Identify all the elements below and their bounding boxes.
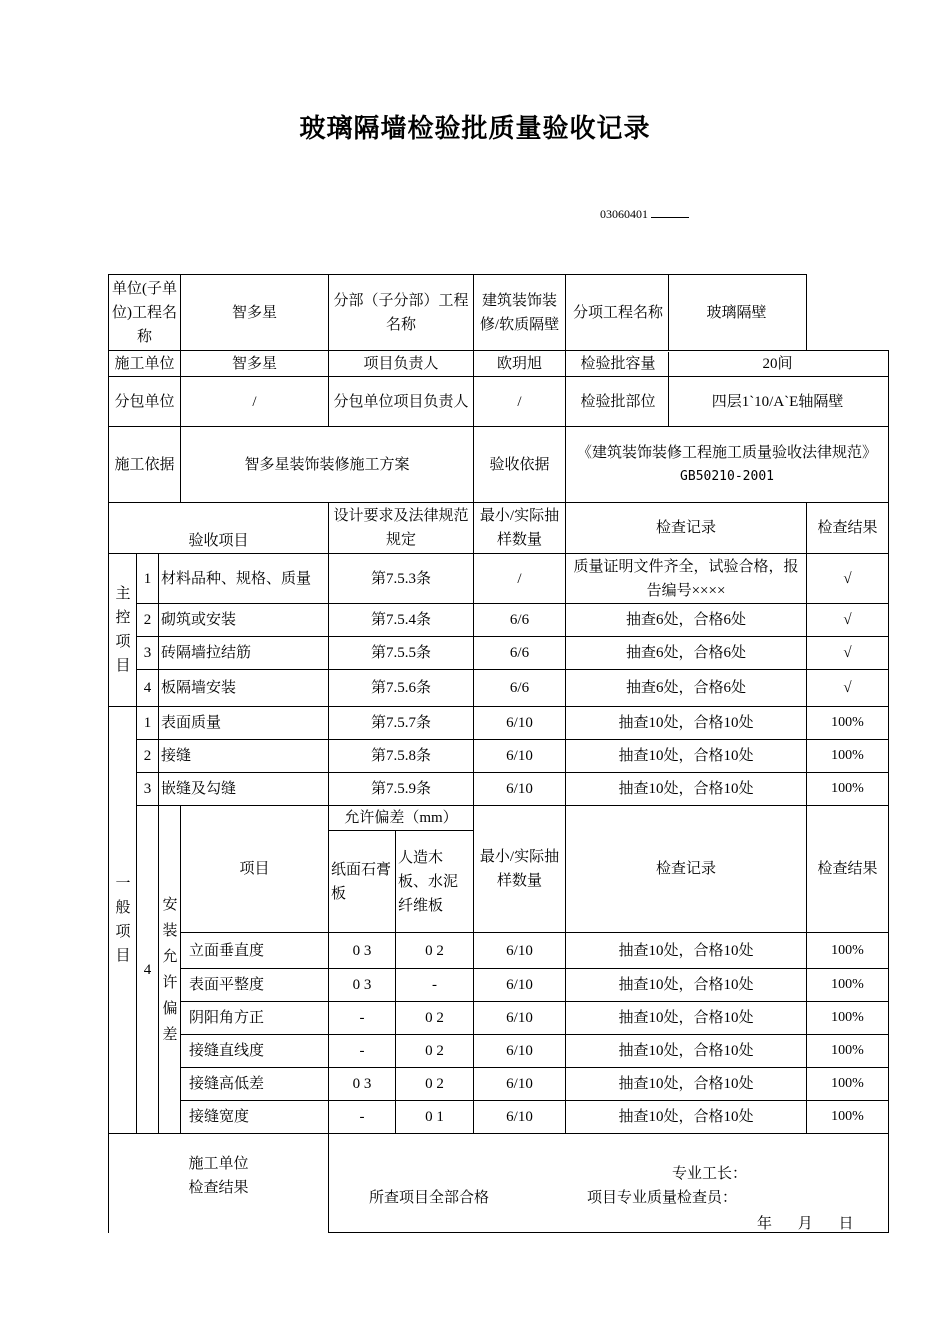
subcontractor-value: / <box>181 377 329 427</box>
basis-label: 施工依据 <box>109 427 181 503</box>
gen-result: 100% <box>807 707 889 740</box>
deviation-row <box>109 1068 889 1101</box>
capacity-value: 20间 <box>668 352 886 376</box>
accept-basis-label: 验收依据 <box>474 427 566 503</box>
deviation-group-label: 安装允许偏差 <box>159 806 181 1134</box>
mc-result: √ <box>807 670 889 707</box>
subcontractor-manager-label: 分包单位项目负责人 <box>329 377 474 427</box>
gen-result: 100% <box>807 773 889 806</box>
dev-record: 抽查10处，合格10处 <box>566 1002 807 1035</box>
sub-item-value: 玻璃隔壁 <box>668 275 804 351</box>
mc-no: 4 <box>137 670 159 707</box>
footer-result-label: 检查结果 <box>188 1180 249 1197</box>
footer-sign-cell <box>329 1134 889 1233</box>
deviation-header-row <box>109 806 889 831</box>
mc-name: 砖隔墙拉结筋 <box>159 637 329 670</box>
gen-no: 3 <box>137 773 159 806</box>
basis-value: 智多星装饰装修施工方案 <box>181 427 474 503</box>
dev-record: 抽查10处，合格10处 <box>566 933 807 969</box>
col-record-header: 检查记录 <box>566 503 807 554</box>
mc-result: √ <box>807 604 889 637</box>
gen-clause: 第7.5.8条 <box>329 740 474 773</box>
dev-gypsum: 0 3 <box>329 1068 396 1101</box>
dev-result: 100% <box>807 933 889 969</box>
col-sample-header: 最小/实际抽样数量 <box>474 503 566 554</box>
deviation-no: 4 <box>137 806 159 1134</box>
constructor-label: 施工单位 <box>109 351 181 377</box>
main-control-label: 主控项目 <box>109 554 137 707</box>
dev-result: 100% <box>807 1101 889 1134</box>
dev-name: 立面垂直度 <box>181 933 329 969</box>
dev-board: 0 2 <box>396 1035 474 1068</box>
gen-clause: 第7.5.7条 <box>329 707 474 740</box>
mc-name: 砌筑或安装 <box>159 604 329 637</box>
dev-sample: 6/10 <box>474 933 566 969</box>
dev-gypsum: - <box>329 1002 396 1035</box>
gen-record: 抽查10处，合格10处 <box>566 707 807 740</box>
footer-label-cell <box>109 1134 329 1233</box>
unit-name-value: 智多星 <box>181 275 329 351</box>
dev-name: 接缝高低差 <box>181 1068 329 1101</box>
deviation-col-gypsum: 纸面石膏板 <box>329 831 396 933</box>
deviation-record-header: 检查记录 <box>566 806 807 933</box>
dev-name: 表面平整度 <box>181 969 329 1002</box>
deviation-row <box>109 969 889 1002</box>
dev-result: 100% <box>807 1002 889 1035</box>
dev-board: 0 2 <box>396 1002 474 1035</box>
col-item-header: 验收项目 <box>109 503 329 554</box>
location-cell <box>566 377 889 427</box>
mc-result: √ <box>807 554 889 604</box>
col-design-header: 设计要求及法律规范规定 <box>329 503 474 554</box>
gen-record: 抽查10处，合格10处 <box>566 740 807 773</box>
gen-name: 接缝 <box>159 740 329 773</box>
conclusion-text: 所查项目全部合格 <box>369 1190 490 1206</box>
dev-result: 100% <box>807 969 889 1002</box>
dev-board: 0 2 <box>396 933 474 969</box>
dev-gypsum: - <box>329 1101 396 1134</box>
deviation-row <box>109 1101 889 1134</box>
mc-clause: 第7.5.3条 <box>329 554 474 604</box>
general-row <box>109 773 889 806</box>
deviation-row <box>109 1035 889 1068</box>
general-label: 一般项目 <box>109 707 137 1134</box>
dev-sample: 6/10 <box>474 1101 566 1134</box>
mc-record: 质量证明文件齐全，试验合格，报告编号×××× <box>566 554 807 604</box>
document-title: 玻璃隔墙检验批质量验收记录 <box>299 114 651 144</box>
location-label: 检验批部位 <box>580 393 656 410</box>
deviation-row <box>109 1002 889 1035</box>
general-row <box>109 740 889 773</box>
gen-sample: 6/10 <box>474 740 566 773</box>
mc-sample: 6/6 <box>474 637 566 670</box>
location-value: 四层1`10/A`E轴隔壁 <box>668 377 886 427</box>
mc-name: 板隔墙安装 <box>159 670 329 707</box>
main-control-row <box>109 637 889 670</box>
inspection-record-table <box>108 274 889 1233</box>
dev-gypsum: 0 3 <box>329 969 396 1002</box>
deviation-sample-header: 最小/实际抽样数量 <box>474 806 566 933</box>
dev-result: 100% <box>807 1068 889 1101</box>
subcontractor-label: 分包单位 <box>109 377 181 427</box>
subdivision-label: 分部（子分部）工程名称 <box>329 275 474 351</box>
sign-date: 年 月 日 <box>757 1216 854 1232</box>
manager-value: 欧玥旭 <box>474 351 566 377</box>
dev-gypsum: 0 3 <box>329 933 396 969</box>
gen-no: 1 <box>137 707 159 740</box>
dev-sample: 6/10 <box>474 1035 566 1068</box>
main-control-row <box>109 670 889 707</box>
gen-name: 表面质量 <box>159 707 329 740</box>
gen-record: 抽查10处，合格10处 <box>566 773 807 806</box>
deviation-result-header: 检查结果 <box>807 806 889 933</box>
gen-result: 100% <box>807 740 889 773</box>
dev-record: 抽查10处，合格10处 <box>566 1068 807 1101</box>
dev-name: 阴阳角方正 <box>181 1002 329 1035</box>
gen-sample: 6/10 <box>474 707 566 740</box>
dev-board: - <box>396 969 474 1002</box>
accept-basis-code: GB50210-2001 <box>680 468 774 484</box>
deviation-allow-header: 允许偏差（mm） <box>329 806 474 831</box>
mc-record: 抽查6处，合格6处 <box>566 637 807 670</box>
col-result-header: 检查结果 <box>807 503 889 554</box>
dev-sample: 6/10 <box>474 1068 566 1101</box>
footer-unit-label: 施工单位 <box>188 1156 249 1173</box>
mc-record: 抽查6处，合格6处 <box>566 604 807 637</box>
unit-name-label: 单位(子单位)工程名称 <box>109 275 181 351</box>
dev-gypsum: - <box>329 1035 396 1068</box>
mc-sample: 6/6 <box>474 604 566 637</box>
main-control-row <box>109 554 889 604</box>
form-code-blank <box>651 206 689 218</box>
mc-sample: / <box>474 554 566 604</box>
dev-name: 接缝宽度 <box>181 1101 329 1134</box>
header-row-subcontractor <box>109 377 889 427</box>
subcontractor-manager-value: / <box>474 377 566 427</box>
gen-sample: 6/10 <box>474 773 566 806</box>
column-header-row <box>109 503 889 554</box>
foreman-label: 专业工长： <box>671 1166 747 1182</box>
header-row-project <box>109 275 889 351</box>
gen-clause: 第7.5.9条 <box>329 773 474 806</box>
dev-board: 0 1 <box>396 1101 474 1134</box>
header-row-constructor <box>109 351 889 377</box>
mc-sample: 6/6 <box>474 670 566 707</box>
dev-board: 0 2 <box>396 1068 474 1101</box>
dev-record: 抽查10处，合格10处 <box>566 1035 807 1068</box>
dev-name: 接缝直线度 <box>181 1035 329 1068</box>
general-row <box>109 707 889 740</box>
mc-name: 材料品种、规格、质量 <box>159 554 329 604</box>
subdivision-value: 建筑装饰装修/软质隔壁 <box>474 275 566 351</box>
deviation-row <box>109 933 889 969</box>
capacity-cell <box>566 351 889 377</box>
form-code <box>600 206 689 222</box>
mc-clause: 第7.5.5条 <box>329 637 474 670</box>
dev-sample: 6/10 <box>474 1002 566 1035</box>
header-row-basis <box>109 427 889 503</box>
dev-sample: 6/10 <box>474 969 566 1002</box>
mc-clause: 第7.5.4条 <box>329 604 474 637</box>
deviation-col-board: 人造木板、水泥纤维板 <box>396 831 474 933</box>
mc-no: 3 <box>137 637 159 670</box>
sub-item-label: 分项工程名称 玻璃隔壁 <box>566 275 807 351</box>
dev-record: 抽查10处，合格10处 <box>566 1101 807 1134</box>
inspector-label: 项目专业质量检查员： <box>587 1190 738 1206</box>
capacity-label: 检验批容量 <box>580 355 656 372</box>
form-code-number: 03060401 <box>600 207 648 221</box>
constructor-value: 智多星 <box>181 351 329 377</box>
mc-record: 抽查6处，合格6处 <box>566 670 807 707</box>
manager-label: 项目负责人 <box>329 351 474 377</box>
gen-name: 嵌缝及勾缝 <box>159 773 329 806</box>
dev-result: 100% <box>807 1035 889 1068</box>
gen-no: 2 <box>137 740 159 773</box>
mc-no: 1 <box>137 554 159 604</box>
accept-basis-value: 《建筑装饰装修工程施工质量验收法律规范》 GB50210-2001 <box>566 427 889 503</box>
mc-clause: 第7.5.6条 <box>329 670 474 707</box>
main-control-row <box>109 604 889 637</box>
deviation-item-header: 项目 <box>181 806 329 933</box>
mc-no: 2 <box>137 604 159 637</box>
mc-result: √ <box>807 637 889 670</box>
dev-record: 抽查10处，合格10处 <box>566 969 807 1002</box>
footer-row <box>109 1134 889 1233</box>
